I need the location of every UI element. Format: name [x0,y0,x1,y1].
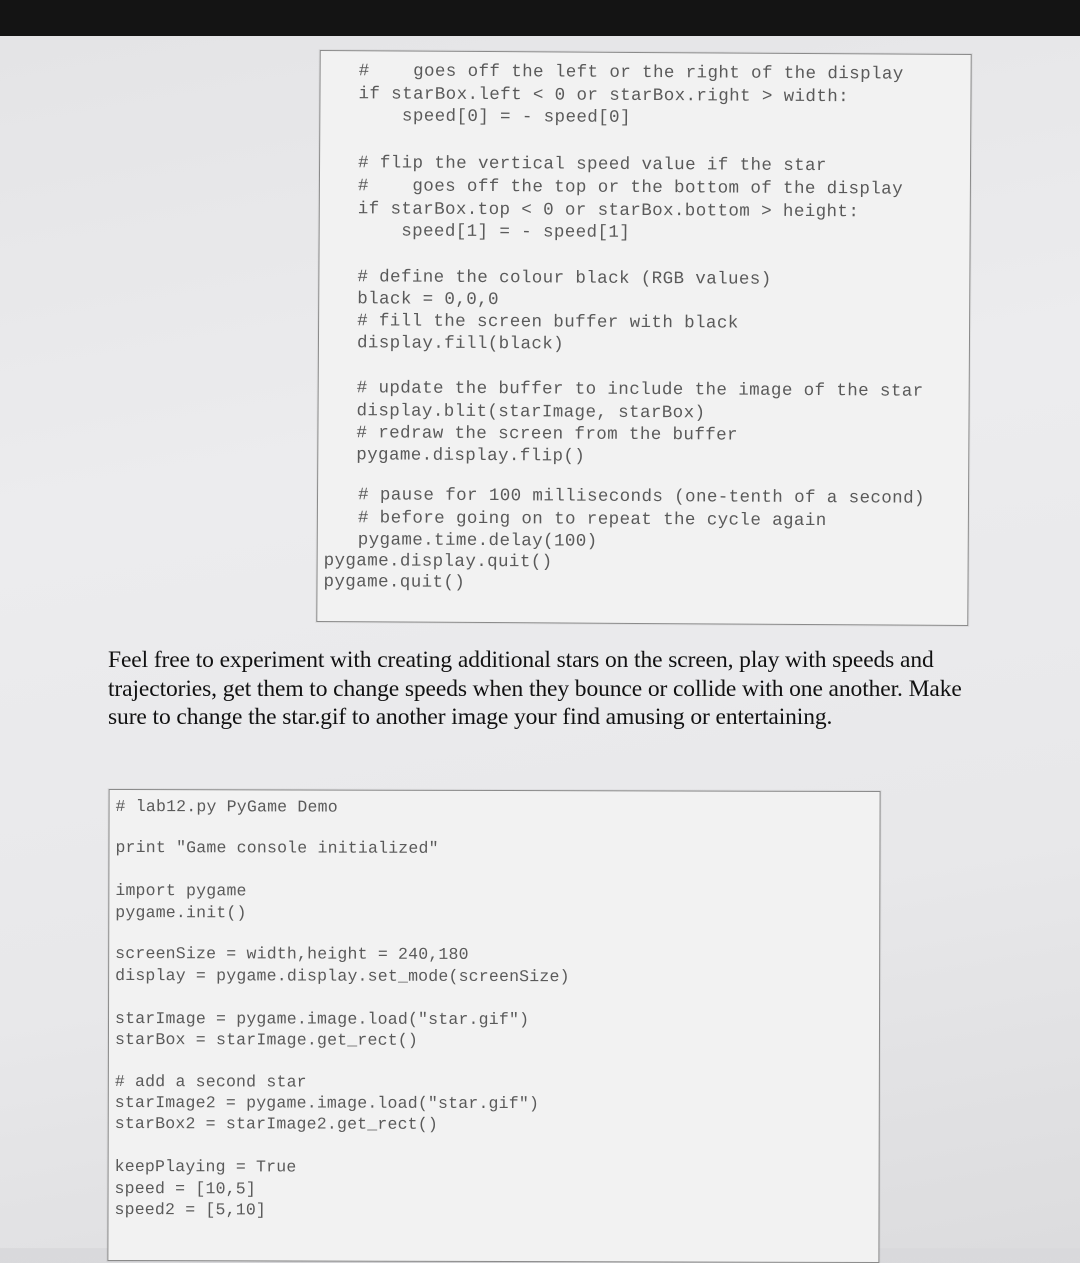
code-line: starImage = pygame.image.load("star.gif") [114,1009,530,1030]
code-line: # goes off the left or the right of the display [358,61,904,85]
code-line: keepPlaying = True [114,1157,297,1177]
code-line: # before going on to repeat the cycle again [357,508,827,532]
code-line: # lab12.py PyGame Demo [115,797,338,817]
code-block-2 [107,789,880,1263]
code-line: # add a second star [114,1072,307,1092]
code-line: starImage2 = pygame.image.load("star.gif") [114,1093,540,1114]
code-line: # pause for 100 milliseconds (one-tenth of a second) [357,485,925,509]
code-line: # flip the vertical speed value if the star [358,153,827,177]
code-line: screenSize = width,height = 240,180 [115,944,469,964]
instructions-paragraph: Feel free to experiment with creating additional stars on the screen, play with speeds and trajectories, get them to change speeds when they bounce or collide with one another. Make sure to change the star.gif to another image your find amusing or entertaining. [108,647,962,730]
code-line: pygame.display.flip() [356,445,586,467]
code-line: display = pygame.display.set_mode(screenSize) [115,966,570,987]
code-line: speed2 = [5,10] [114,1200,267,1220]
code-line: print "Game console initialized" [115,838,439,858]
code-line: display.blit(starImage, starBox) [356,401,706,424]
code-line: speed[1] = - speed[1] [357,221,631,243]
code-line: speed = [10,5] [114,1179,257,1199]
code-line: starBox = starImage.get_rect() [114,1030,419,1050]
code-line: pygame.display.quit() [323,551,553,573]
code-line: # redraw the screen from the buffer [356,423,739,446]
code-line: speed[0] = - speed[0] [358,106,631,128]
code-line: black = 0,0,0 [357,289,500,311]
code-line: pygame.quit() [323,572,466,593]
code-line: pygame.time.delay(100) [357,530,598,552]
code-line: # update the buffer to include the image of the star [356,378,924,402]
code-line: if starBox.top < 0 or starBox.bottom > height: [357,199,860,223]
code-line: import pygame [115,881,247,901]
code-line: if starBox.left < 0 or starBox.right > width: [358,84,850,108]
code-line: display.fill(black) [356,333,565,355]
code-line: starBox2 = starImage2.get_rect() [114,1114,439,1134]
code-line: # define the colour black (RGB values) [357,267,772,290]
code-line: # goes off the top or the bottom of the display [357,176,904,200]
code-line: # fill the screen buffer with black [357,311,739,334]
code-block-1 [316,50,971,626]
code-line: pygame.init() [115,903,247,923]
